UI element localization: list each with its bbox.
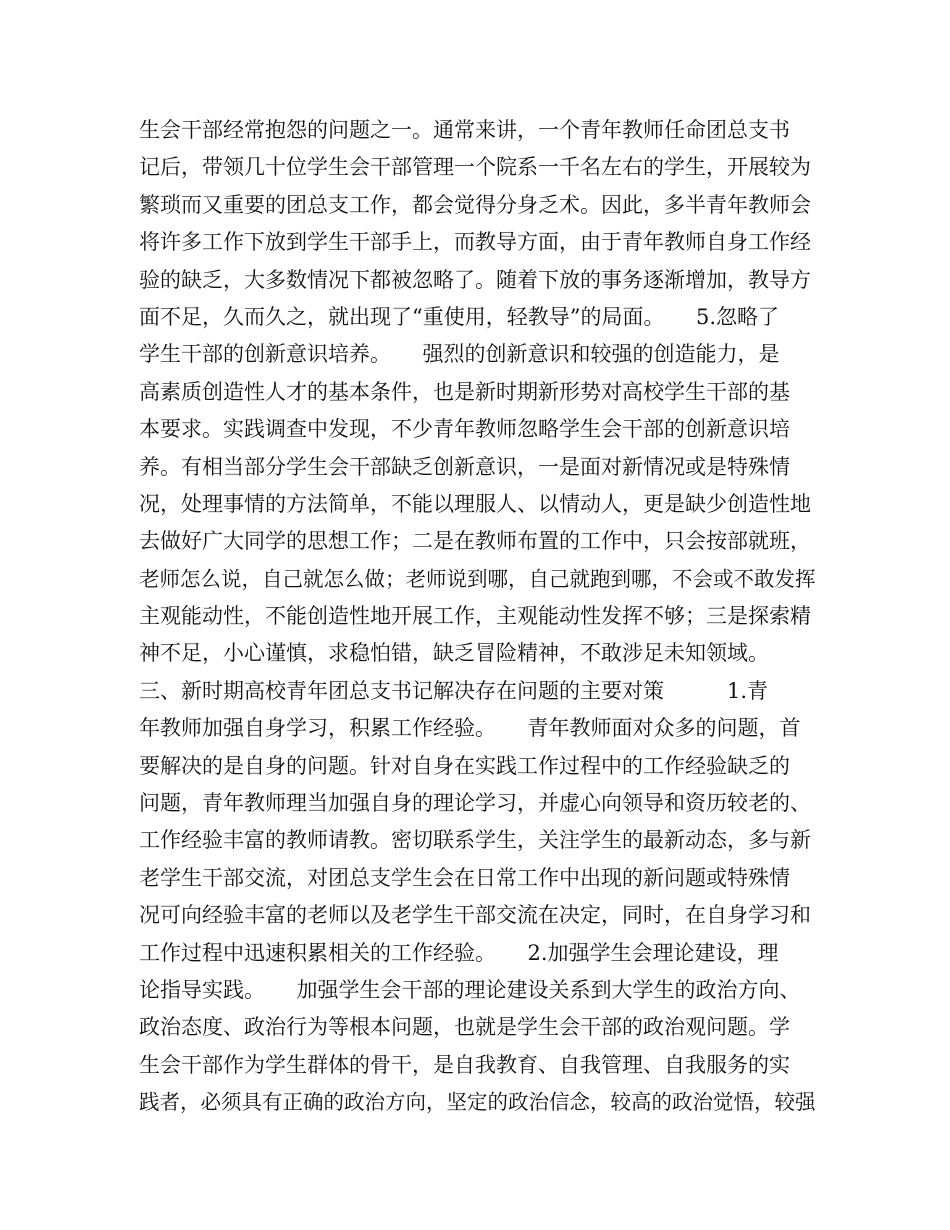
text-line: 政治态度、政治行为等根本问题，也就是学生会干部的政治观问题。学: [139, 1015, 790, 1040]
text-line: 主观能动性，不能创造性地开展工作，主观能动性发挥不够；三是探索精: [139, 604, 811, 629]
text-line: 践者，必须具有正确的政治方向，坚定的政治信念，较高的政治觉悟，较强: [139, 1090, 816, 1115]
text-line: 学生干部的创新意识培养。 强烈的创新意识和较强的创造能力，是: [139, 342, 780, 367]
text-line: 老学生干部交流，对团总支学生会在日常工作中出现的新问题或特殊情: [139, 865, 790, 890]
text-line: 工作经验丰富的教师请教。密切联系学生，关注学生的最新动态，多与新: [139, 828, 811, 853]
text-line: 况，处理事情的方法简单，不能以理服人、以情动人，更是缺少创造性地: [139, 491, 811, 516]
text-line: 生会干部经常抱怨的问题之一。通常来讲，一个青年教师任命团总支书: [139, 118, 790, 142]
text-line: 要解决的是自身的问题。针对自身在实践工作过程中的工作经验缺乏的: [139, 753, 790, 778]
text-line: 去做好广大同学的思想工作；二是在教师布置的工作中，只会按部就班，: [139, 529, 811, 554]
text-line: 况可向经验丰富的老师以及老学生干部交流在决定，同时，在自身学习和: [139, 903, 811, 928]
text-line: 养。有相当部分学生会干部缺乏创新意识，一是面对新情况或是特殊情: [139, 454, 790, 479]
text-line: 面不足，久而久之，就出现了“重使用，轻教导”的局面。 5.忽略了: [139, 304, 780, 329]
text-line: 年教师加强自身学习，积累工作经验。 青年教师面对众多的问题，首: [139, 716, 801, 741]
text-line: 生会干部作为学生群体的骨干，是自我教育、自我管理、自我服务的实: [139, 1052, 790, 1077]
text-line: 神不足，小心谨慎，求稳怕错，缺乏冒险精神，不敢涉足未知领域。: [139, 641, 769, 666]
text-line: 繁琐而又重要的团总支工作，都会觉得分身乏术。因此，多半青年教师会: [139, 192, 811, 217]
text-line: 三、新时期高校青年团总支书记解决存在问题的主要对策 1.青: [139, 678, 769, 703]
text-line: 验的缺乏，大多数情况下都被忽略了。随着下放的事务逐渐增加，教导方: [139, 267, 811, 292]
text-line: 记后，带领几十位学生会干部管理一个院系一千名左右的学生，开展较为: [139, 155, 811, 180]
text-line: 工作过程中迅速积累相关的工作经验。 2.加强学生会理论建设，理: [139, 940, 779, 965]
text-line: 论指导实践。 加强学生会干部的理论建设关系到大学生的政治方向、: [139, 977, 801, 1002]
text-line: 老师怎么说，自己就怎么做；老师说到哪，自己就跑到哪，不会或不敢发挥: [139, 566, 816, 591]
body-text: [139, 112, 819, 1122]
text-line: 问题，青年教师理当加强自身的理论学习，并虚心向领导和资历较老的、: [139, 791, 811, 816]
text-line: 将许多工作下放到学生干部手上，而教导方面，由于青年教师自身工作经: [139, 230, 811, 255]
text-line: 高素质创造性人才的基本条件，也是新时期新形势对高校学生干部的基: [139, 379, 790, 404]
text-line: 本要求。实践调查中发现，不少青年教师忽略学生会干部的创新意识培: [139, 417, 790, 442]
